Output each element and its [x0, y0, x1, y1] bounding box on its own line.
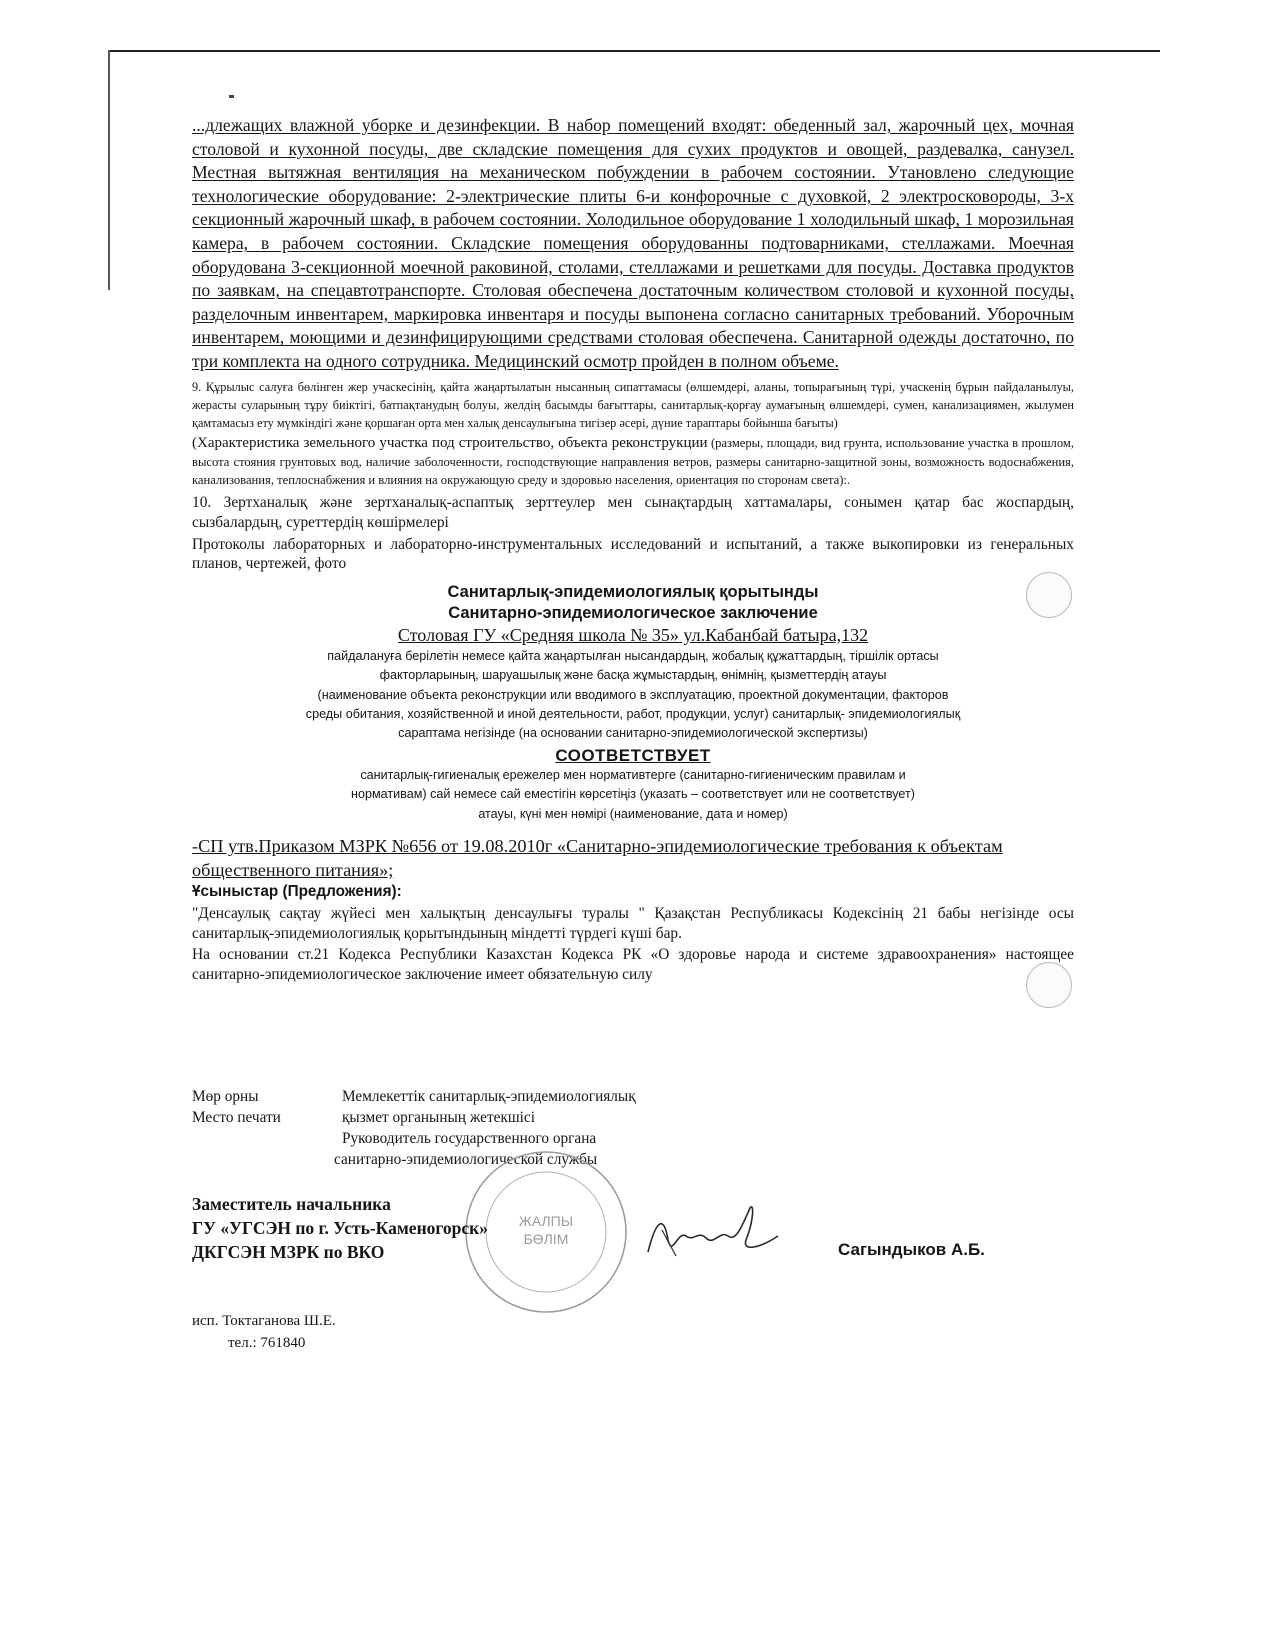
signatory-title: [192, 1192, 488, 1264]
head-line: қызмет органының жетекшісі: [342, 1109, 535, 1126]
scan-speck: [229, 95, 234, 98]
svg-text:БӨЛІМ: БӨЛІМ: [523, 1231, 569, 1247]
item-10-kz: 10. Зертханалық және зертханалық-аспаптық зерттеулер мен сынақтардың хаттамалары, сонымен қатар бас жоспардың, сызбалардың, суреттердің көшірмелері: [192, 494, 1074, 531]
seal-place-kz: Мөр орны: [192, 1088, 259, 1105]
item-10-ru: Протоколы лабораторных и лабораторно-инструментальных исследований и испытаний, а также выкопировки из генеральных планов, чертежей, фото: [192, 535, 1074, 573]
verdict-caption: [192, 766, 1074, 824]
norm-reference: -СП утв.Приказом МЗРК №656 от 19.08.2010г «Санитарно-эпидемиологические требования к объектам общественного питания»;: [192, 835, 1003, 880]
svg-text:ЖАЛПЫ: ЖАЛПЫ: [518, 1213, 574, 1229]
recommendation-kz: "Денсаулық сақтау жүйесі мен халықтың денсаулығы туралы " Қазақстан Республикасы Кодексінің 21 бабы негізінде осы санитарлық-эпидемиологиялық қорытындының міндетті түрдегі күші бар.: [192, 904, 1074, 942]
object-caption: [192, 647, 1074, 744]
signatory-name: Сагындыков А.Б.: [838, 1240, 985, 1259]
conclusion-title-ru: Санитарно-эпидемиологическое заключение: [448, 603, 818, 622]
seal-and-head-block: [192, 1086, 1092, 1170]
verdict-caption-line: нормативам) сай немесе сай еместігін көрсетіңіз (указать – соответствует или не соответствует): [351, 787, 915, 802]
object-caption-line: факторларының, шаруашылық және басқа жұмыстардың, өнімнің, қызметтердің атауы: [379, 668, 887, 683]
verdict-caption-line: санитарлық-гигиеналық ережелер мен нормативтерге (санитарно-гигиеническим правилам и: [360, 767, 906, 782]
signatory-line: ДКГСЭН МЗРК по ВКО: [192, 1242, 385, 1262]
head-line: Мемлекеттік санитарлық-эпидемиологиялық: [342, 1088, 636, 1105]
item-9-ru: [192, 434, 1074, 489]
item-9-ru-lead: (Характеристика земельного участка под строительство, объекта реконструкции: [192, 435, 708, 452]
conclusion-title-kz: Санитарлық-эпидемиологиялық қорытынды: [447, 582, 819, 601]
verdict-caption-line: атауы, күні мен нөмірі (наименование, дата и номер): [478, 806, 788, 821]
head-line: санитарно-эпидемиологической службы: [334, 1151, 598, 1168]
object-caption-line: (наименование объекта реконструкции или вводимого в эксплуатацию, проектной документации, факторов: [317, 687, 949, 702]
item-9-kz: 9. Құрылыс салуға бөлінген жер учаскесінің, қайта жаңартылатын нысанның сипаттамасы (өлшемдері, аланы, топырағының түрі, учаскенің бұрын пайдаланылуы, жерасты суларының тұру биіктігі, батпақтанудың болуы, желдің басымды бағыттары, санитарлық-қорғау аумағының өлшемдері, сумен, канализациямен, жылумен қамтамасыз ету мүмкіндігі және қоршаған орта мен халық денсаулығына тигізер әсері, дүние тараптары бойынша бағыты): [192, 379, 1074, 430]
scan-edge-left: [108, 50, 110, 290]
signatory-line: ГУ «УГСЭН по г. Усть-Каменогорск»: [192, 1218, 488, 1238]
document-page: [192, 114, 1074, 984]
executor-phone: тел.: 761840: [228, 1335, 306, 1351]
executor-name: исп. Токтаганова Ш.Е.: [192, 1313, 336, 1329]
object-name: Столовая ГУ «Средняя школа № 35» ул.Кабанбай батыра,132: [397, 624, 869, 645]
handwritten-signature: [642, 1200, 782, 1270]
recommendation-ru: На основании ст.21 Кодекса Республики Казахстан Кодекса РК «О здоровье народа и системе здравоохранения» настоящее санитарно-эпидемиологическое заключение имеет обязательную силу: [192, 946, 1074, 983]
recommendations-title: Ұсыныстар (Предложения):: [192, 882, 402, 900]
canteen-description: ...длежащих влажной уборке и дезинфекции. В набор помещений входят: обеденный зал, жарочный цех, мочная столовой и кухонной посуды, две складские помещения для сухих продуктов и овощей, раздевалка, санузел. Местная вытяжная вентиляция на механическом побуждении в рабочем состоянии. Утановлено следующие технологические оборудование: 2-электрические плиты 6-и конфорочные с духовкой, 2 электросковороды, 3-х секционный жарочный шкаф, в рабочем состоянии. Холодильное оборудование 1 холодильный шкаф, 1 морозильная камера, в рабочем состоянии. Складские помещения оборудованны подтоварниками, стеллажами. Моечная оборудована 3-секционной моечной раковиной, столами, стеллажами и решетками для посуды. Доставка продуктов по заявкам, на спецавтотранспорте. Столовая обеспечена достаточным количеством столовой и кухонной посуды, разделочным инвентарем, маркировка инвентаря и посуды выпонена согласно санитарных требований. Уборочным инвентарем, моющими и дезинфицирующими средствами столовая обеспечена. Санитарной одежды достаточно, по три комплекта на одного сотрудника. Медицинский осмотр пройден в полном объеме.: [192, 115, 1074, 371]
scan-edge-top: [108, 50, 1160, 52]
seal-place-ru: Место печати: [192, 1109, 281, 1126]
head-line: Руководитель государственного органа: [342, 1130, 597, 1147]
signatory-line: Заместитель начальника: [192, 1194, 391, 1214]
item-9-ru-rest: (размеры, площади, вид грунта, использование участка в прошлом, высота стояния грунтовых вод, наличие заболоченности, господствующие направления ветров, размеры санитарно-защитной зоны, возможность водоснабжения, канализования, теплоснабжения и влияния на окружающую среду и здоровью населения, ориентация по сторонам света):.: [192, 436, 1074, 487]
verdict: СООТВЕТСТВУЕТ: [555, 745, 711, 765]
executor-block: [192, 1310, 336, 1354]
object-caption-line: пайдалануға берілетін немесе қайта жаңартылған нысандардың, жобалық құжаттардың, тіршілік ортасы: [327, 648, 939, 663]
object-caption-line: сараптама негізінде (на основании санитарно-эпидемиологической экспертизы): [398, 726, 868, 741]
object-caption-line: среды обитания, хозяйственной и иной деятельности, работ, продукции, услуг) санитарлық- эпидемиологиялық: [305, 706, 961, 721]
